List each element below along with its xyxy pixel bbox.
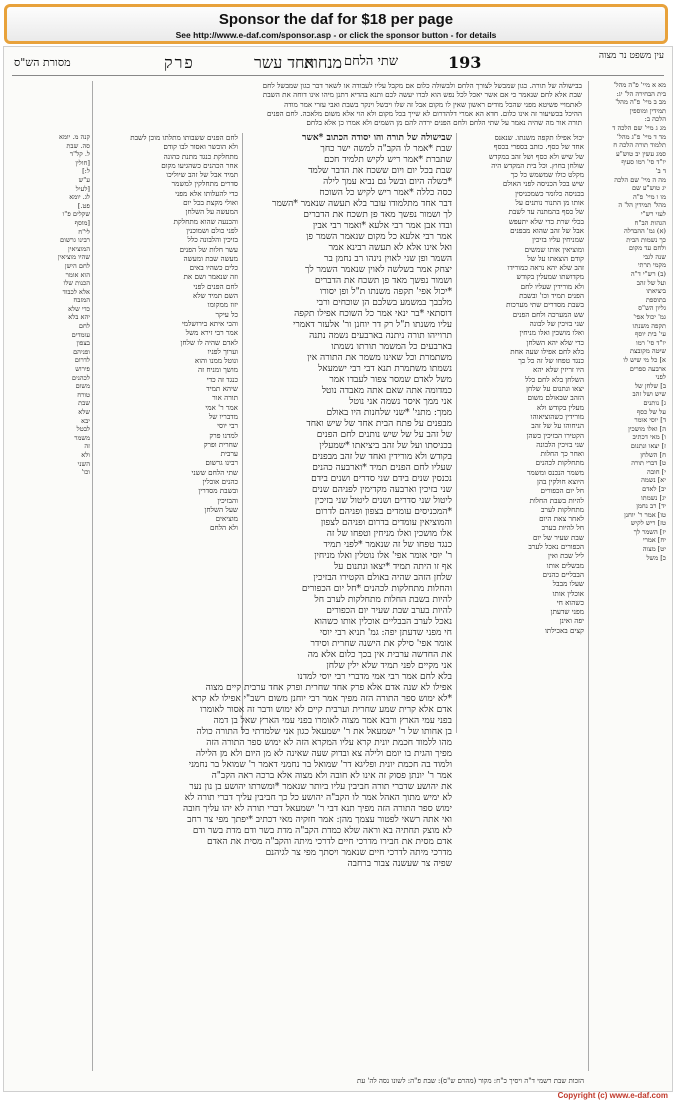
gemara-line: ואל אינו אלא לא תעשה רבינא אמר (328, 243, 452, 253)
rashi-line: מפני שדעתן (550, 607, 584, 617)
divider-right (588, 81, 589, 1071)
tosafot-line: לחם הפנים לפני (193, 281, 238, 291)
ein-mishpat-line: לפני (655, 373, 666, 382)
rashi-line: הניחוהו על של זהב (531, 421, 584, 431)
gemara-line: והמוציאין עומדים בדרום ופניהם לצפון (320, 518, 452, 528)
rashi-line: חל להיות בערב (541, 523, 584, 533)
rashi-line: יכול אפילו תקפה משנתו. שנאנס (494, 133, 584, 142)
rashi-line: מקדושתו שמעלין בקודש (516, 272, 584, 282)
rashi-line: של כסף בהמתנה עד לשבת (508, 207, 584, 217)
gemara-line: מהו ללמוד חכמת יונית קרא עליו המקרא הזה לא ימוש ספר התורה הזה (206, 738, 452, 748)
ein-mishpat-line: על של כסף (636, 407, 666, 416)
rashi-line: בכלי שרת כדי שלא יתעפש (508, 216, 584, 226)
ein-mishpat-line: מקמי תרתי (637, 261, 666, 270)
gemara-line: בקודש ולא מורידין ואחד של זהב מבפנים (312, 452, 452, 462)
talmud-page (3, 46, 673, 1092)
gemara-line: חי מפני שדעתן יפה: גמ' תניא רבי יוסי (319, 628, 452, 638)
gemara-line: אפילו לא שנה אדם אלא פרק אחד שחרית ופרק אחד ערבית קיים מצוה (205, 683, 452, 693)
tosafot-line: תורה אור (212, 393, 238, 403)
gemara-line: להיות בערב שבת שעיר יום הכפורים (326, 606, 452, 616)
gemara-line: והחלות מתחלקות לכהנים *חל יום הכפורים (301, 584, 452, 594)
rashi-line: מתחלקות לערב (540, 504, 584, 514)
tosafot-line: ולא הלחם (209, 523, 238, 533)
gemara-line: ובדו אבן אמר רבי אלעא *ואמר רבי אבין (312, 221, 452, 231)
ein-mishpat-line: סמג עשין יב טוש"ע (616, 149, 666, 158)
sponsor-subline[interactable]: See http://www.e-daf.com/sponsor.asp - or click the sponsor button - for details (175, 30, 497, 40)
gemara-line: בלא לחם אמר רבי אמי מדברי רבי יוסי למדנו (297, 672, 452, 682)
gemara-line: בן אחותו של ר' ישמעאל את ר' ישמעאל כגון אני שלמדתי כל התורה כולה (196, 727, 452, 737)
ein-mishpat-line: יו"ד סי' רמו סעיף (621, 158, 666, 167)
rashi-line: של שיש ולא כסף ושל זהב במקדש (488, 151, 584, 161)
gemara-line: משל לאדם שמסר צפור לעבדו אמר (329, 375, 452, 385)
mesoret-note-line: המזבח (73, 296, 90, 305)
tosafot-line: והכנעה שהוא מתחלקת (173, 216, 238, 226)
rashi-line: אותו מן התנור נותנים על (515, 198, 584, 208)
top-commentary-line: שבת אלא לחם שנאמר כי אם אשר יאכל לכל נפש הוא לבדו יעשה לכם ותנא בהדיא דתנן מיהו אינו דוחה את השבת (262, 90, 582, 100)
rashi-line: מורידין כשהוציאוהו (530, 411, 584, 421)
ein-mishpat-line: יא] נשמה (641, 476, 666, 485)
gemara-line: לא ימיש מתוך האהל אמר לו הקב"ה יהושע כל כך חביבין עליך דברי תורה לא (184, 793, 452, 803)
top-commentary-line: ההיכל בכשיעור זה אינו כלום. חדא הא אמרי דלהדרום לא שייך בכל מקום ולא הוי אלא משום מלאכה. לחם הפנים (267, 108, 582, 118)
mesoret-note-line: המוציאין (68, 244, 90, 253)
tosafot-line: כדי להעלותו אלא מפני (175, 188, 238, 198)
mesoret-note-line: לחם (78, 322, 90, 331)
ein-mishpat-line: יד] רב נחמן (636, 502, 666, 511)
ein-mishpat-line: (א) גמ' ההבדלה (623, 227, 666, 236)
gemara-line: *לא ימוש ספר התורה הזה מפיך אמר רבי יוחנן משום רשב"י אפילו לא קרא (191, 694, 452, 704)
sponsor-headline[interactable]: Sponsor the daf for $18 per page (218, 11, 454, 28)
tosafot-line: מוציאים (215, 514, 238, 524)
tosafot-line: כלים כשהיו באים (189, 263, 238, 273)
rashi-line: קצים באכילתו (544, 625, 584, 635)
rashi-line: ולא מורידין שעליו לחם (520, 281, 584, 291)
gemara-line: כמדומה אתה שאם אתה מאבדה נוטל (321, 386, 452, 396)
rashi-line: לאחר צאת היום (539, 514, 584, 524)
top-commentary-line: תורה אור מה שהיה נאמר על שתי הלחם ולחם הפנים ירדה להם מן השמים ולא אמרו כן אלא בלחם (306, 118, 582, 128)
tosafot-line: כנגד זה כדי (206, 374, 238, 384)
top-commentary (92, 81, 582, 129)
rashi-line: שבת שעיר של יום (532, 532, 584, 542)
ein-mishpat-line: ביציאתו (646, 287, 666, 296)
tosafot-line: ונוטל ממנו והוא (194, 356, 238, 366)
ein-mishpat-line: כ] משל (646, 553, 666, 562)
gemara-line: להיות בשבת החלות מתחלקות לערב חל (314, 595, 452, 605)
mesoret-note-line: סה. שבת (66, 141, 90, 150)
ein-mishpat-line: הלכה ב: (644, 115, 666, 124)
tosafot-line: לחם הפנים ששבותו מתלתו מוכן לשבת (130, 133, 238, 142)
gemara-line: ר' יוסי אומר אפי' אלו נוטלין ואלו מניחין (314, 551, 452, 561)
ein-mishpat-line: ד ב' (655, 166, 666, 175)
rashi-line: שני בזיכין של לבונה (529, 318, 584, 328)
gemara-line: ולמוד בה חכמת יונית ופליגא דר' שמואל בר נחמני דאמר ר' שמואל בר נחמני (188, 760, 452, 770)
rashi-line: בשבת מסדרים שתי מערכות (506, 300, 584, 310)
gemara-line: מלבבך במשמע בשלבם הן שוכחים ורבי (316, 298, 452, 308)
mesoret-note-line: יהא בלא (68, 313, 90, 322)
tosafot-line: שחרית ופרק (203, 439, 238, 449)
tosafot-line: סדרים מתחלקין למשמר (171, 179, 238, 189)
ein-mishpat-line: שיטה מקובצת (629, 347, 666, 356)
gemara-line: תרוייהו תורה ניתנה בארבעים נשמה נתנה (309, 331, 452, 341)
ein-mishpat-line: ז] יצאו ונתנום (630, 441, 666, 450)
tosafot-line: המעשה על השלחן (185, 207, 238, 217)
mesoret-hashas-column (12, 133, 90, 1063)
perek-label: פרק (164, 53, 195, 72)
chapter-title: שתי הלחם (344, 54, 399, 69)
ein-mishpat-line: תקפה משנתו (632, 321, 666, 330)
rashi-line: חל יום הכפורים (540, 486, 584, 496)
rashi-line: ומוציאין אותו שמשים (524, 244, 584, 254)
rashi-line: יפה ואינן (559, 616, 584, 626)
mesoret-note-line: [לעיל (75, 184, 90, 193)
gemara-line: אני מקיים לפני תמיד שלא ילין שלחן (326, 661, 452, 671)
tosafot-line: וערוך לפניו (207, 346, 238, 356)
tosafot-line: בזיכין והלבונה כלל (187, 235, 238, 245)
rashi-line: זהב שלא יהא נראה כמורידו (507, 263, 584, 273)
gemara-line: דבר אחד מתלמודו עובר בלא תעשה שנאמר *השמר (272, 199, 452, 209)
ein-mishpat-line: ארבעה ספרים (629, 364, 666, 373)
gemara-line: בכניסתו ועל של זהב ביציאתו *שמעלין (319, 441, 452, 451)
ein-mishpat-line: לעזי רש"י (640, 209, 666, 218)
sponsor-banner[interactable] (4, 4, 668, 44)
gemara-line: כנגד טפחו של זה שנאמר *לפני תמיד (323, 540, 452, 550)
tosafot-line: והכי איתא בירושלמי (181, 318, 238, 328)
mesoret-note-line: משום (75, 382, 90, 391)
rashi-line: מבשלים אותו (546, 560, 584, 570)
gemara-line: אדם מסית את חבירו מדרכי חיים לדרכי מיתה והקב"ה מסית את האדם (206, 837, 452, 847)
rashi-line: בלא לחם אפילו שעה אחת (510, 346, 584, 356)
ein-mishpat-line: טו] אמר ר' יוחנן (624, 510, 666, 519)
rashi-line: בכניסה כלומר כשמכניסין (515, 188, 584, 198)
ein-mishpat-line: ו] מאי דכתיב (632, 433, 666, 442)
mesoret-note-line: ל. קל"ד (69, 150, 90, 159)
tosafot-line: רבינו גרשום (205, 458, 238, 468)
mesoret-note-line: הוא אומר (65, 270, 90, 279)
mesoret-note-line: פירוש (75, 365, 90, 374)
mesoret-note-line: יבא (81, 416, 90, 425)
rashi-line: אבל של זהב שהוא מבפנים (510, 225, 584, 235)
gemara-line: משתמרת וכל שאינו משמר את התורה אין (307, 353, 452, 363)
rashi-line: הבבליים כהנים (542, 569, 584, 579)
mesoret-note-line: שהיו מוציאין (57, 253, 90, 262)
mesoret-hashas-label: מסורת הש"ס (14, 56, 71, 69)
rashi-line: שיש בכל הכניסה לפני האולם (502, 179, 584, 189)
gemara-line: ושמור נפשך מאד פן תשכח את הדברים (314, 276, 452, 286)
mesoret-note-line: לכהנים (71, 373, 90, 382)
gemara-line: שלחן הזהב שהיה באולם הקטירו הבזיכין (313, 573, 452, 583)
tractate-name: מנחות (304, 53, 343, 72)
mesoret-note-line: ל:] (82, 167, 90, 176)
gemara-line: את החדשה ערבית אין בכך כלום אלא מה (307, 650, 452, 660)
copyright-link[interactable]: Copyright (c) www.e-daf.com (557, 1091, 668, 1100)
rashi-line: מקלט כולו שמשמש כל כך (510, 170, 584, 180)
gemara-line: נאכל לערב הבבליים אוכלין אותו כשהוא (314, 617, 452, 627)
tosafot-line: כהנים אוכלין (202, 476, 238, 486)
ein-mishpat-line: ט] דברי תורה (631, 459, 666, 468)
gemara-line: אלו מושכין ואלו מניחין וטפחו של זה (326, 529, 452, 539)
gemara-line: נשמתו משתמרת תנא דבי רבי ישמעאל (318, 364, 452, 374)
ein-mishpat-column (592, 81, 666, 1061)
gemara-line: ואי אתה רשאי לפטור עצמך מהן: אמר חזקיה מאי דכתיב *יפתך מפי צר רחב (187, 815, 452, 825)
ein-mishpat-line: יב] לאדם (642, 484, 666, 493)
rashi-line: הקטירו הבזיכין כשהן (526, 430, 584, 440)
gemara-line: שבת *אמר לו הקב"ה למשה ישר כחך (320, 144, 452, 154)
rashi-line: מתחלקות לכהנים (535, 458, 584, 468)
tosafot-line: מתחלקת כנגד מתנת כהונה (163, 151, 238, 161)
ein-mishpat-line: יו"ד סי' רמו (636, 338, 666, 347)
ein-mishpat-line: (ב) רש"י ד"ה (630, 270, 666, 279)
gemara-line: בפני עמי הארץ ורבא אמר מצוה לאומרו בפני עמי הארץ שאל בן דמה (213, 716, 452, 726)
tosafot-line: שיהא תמיד (206, 384, 238, 394)
mesoret-note-line: לחם הישן (64, 261, 90, 270)
ein-mishpat-line: ה] ואלו מושכין (628, 424, 666, 433)
rashi-line: הפנים תמיד וכו' ובשבת (519, 291, 584, 301)
mesoret-note-line: ולא (81, 450, 90, 459)
gemara-line: אף זו היתה תמיד *יצאו ונתנום על (334, 562, 452, 572)
gemara-line: עליו משנתו ת"ל רק דר יוחנן ור' אלעזר דאמרי (293, 320, 452, 330)
gemara-line: מבפנים על פתח הבית אחד של שיש ואחד (306, 419, 452, 429)
mesoret-note-line: לדרום (74, 356, 90, 365)
mesoret-note-line: פט.] (77, 201, 90, 210)
ein-mishpat-line: כך נשמות הבית (626, 235, 666, 244)
mesoret-note-line: ופניהם (73, 347, 90, 356)
rashi-line: כדי שלא יהא השלחן (526, 337, 584, 347)
footer-reference-row: הזכות שבת רשמי ד"ה ויסיך כ"ח: מקור (מהרם ש"ס): שבת פ"ה: לשונו נסה לה' עת (356, 1077, 584, 1085)
header-rule (12, 75, 664, 76)
ein-mishpat-line: עי' בית יוסף (635, 330, 666, 339)
ein-mishpat-line: מו ו מיי' פ"ה (632, 192, 666, 201)
tosafot-column (96, 133, 238, 1063)
mesoret-note-line: וכו' (81, 468, 90, 477)
gemara-line: שבת בכל יום ויום ששכח את הדבר שלמד (308, 166, 452, 176)
tosafot-line: לפני כולם ושמוכנין (186, 225, 238, 235)
gemara-line: אדם אלא קרית שמע שחרית וערבית קיים לא ימוש ודבר זה אסור לאומרו (200, 705, 452, 715)
rashi-column (460, 133, 584, 1063)
tosafot-line: שתי הלחם ששני (191, 467, 238, 477)
ein-mishpat-line: גליון הש"ס (638, 304, 666, 313)
tosafot-line: אמר רבי זירא משל (185, 328, 238, 338)
ein-mishpat-line: מג ג מיי' שם הלכה ד (612, 123, 666, 132)
ein-mishpat-line: ד] יוסי אומר (634, 416, 666, 425)
ein-mishpat-line: גמ' יכול אפי' (633, 313, 666, 322)
gemara-line: אמר ר' יונתן פסוק זה אינו לא חובה ולא מצוה אלא ברכה ראה הקב"ה (211, 771, 452, 781)
gemara-line: כסה כללה *אמר ריש לקיש כל השוכח (319, 188, 452, 198)
rashi-line: כשהוא חי (556, 597, 584, 607)
ein-mishpat-line: הגהות הב"ח (634, 218, 666, 227)
ein-mishpat-line: בית הבחירה הל' יג: (616, 89, 666, 98)
ein-mishpat-line: מד ד מיי' פ"ג מהל' (616, 132, 666, 141)
ein-mishpat-line: ועל של זהב (636, 278, 666, 287)
mesoret-note-line: השני (77, 459, 90, 468)
mesoret-note-line: [חולין (75, 158, 90, 167)
rashi-line: כנגד טפחו של זה כל כך (518, 356, 584, 366)
mesoret-note-line: שקלים פ"ו (62, 210, 90, 219)
mesoret-note-line: [מוסף (74, 218, 90, 227)
gemara-line: יצחק אמר בשלשה לאוין שנאמר השמר לך (305, 265, 452, 275)
mesoret-note-line: זה (84, 442, 90, 451)
mesoret-note-line: כדי שלא (68, 304, 90, 313)
rashi-line: השלחן בלא לחם כלל (524, 374, 584, 384)
rashi-line: ליל שבת ואין (548, 551, 584, 561)
divider-tosafot (242, 133, 243, 733)
gemara-line: שפיה צר שעשנה צבור ברחבה (347, 859, 452, 869)
tosafot-line: וזה שנאמר ושם את (183, 272, 238, 282)
tosafot-line: והבזיכין (217, 495, 238, 505)
divider-left (92, 81, 93, 1071)
gemara-line: *המכניסים עומדים בצפון ופניהם לדרום (315, 507, 452, 517)
gemara-line: בארבעים כל המשמר תורתו נשמתו (331, 342, 452, 352)
divider-rashi (456, 133, 457, 733)
ein-mishpat-line: תמידין ומוספין (629, 106, 666, 115)
ein-mishpat-line: יח] אמרי (642, 536, 666, 545)
ein-mishpat-line: מהל' תמידין הל' ה (618, 201, 666, 210)
ein-mishpat-line: שנה לגבי (643, 252, 666, 261)
tosafot-line: מושך ומניח זה (197, 365, 238, 375)
rashi-line: שש המערכה ולחם הפנים (512, 309, 584, 319)
tosafot-line: תמיד אבל של זהב שיוליכו (166, 170, 238, 180)
gemara-line: אני ממך איסר נשמה אני נוטל (349, 397, 452, 407)
rashi-line: היוצא חולקין בהן (537, 476, 584, 486)
ein-mishpat-line: מה ה מיי' שם הלכה (614, 175, 666, 184)
ein-mishpat-line: ב] שלחן של (634, 381, 666, 390)
rashi-line: הזהב שבאולם משום (527, 393, 584, 403)
ein-mishpat-label: עין משפט נר מצוה (598, 51, 664, 61)
mesoret-note-line: לי"ח (78, 227, 90, 236)
ein-mishpat-line: מב ב מיי' פ"ה מהל' (615, 98, 666, 107)
mesoret-note-line: בצפון (76, 339, 90, 348)
tosafot-line: שעל השלחן (204, 504, 238, 514)
gemara-line: אמר רבי אלעא כל מקום שנאמר השמר פן (306, 232, 452, 242)
tosafot-line: לאדם שהיה לו שלחן (180, 337, 238, 347)
tosafot-line: אמר ר' אמי (205, 402, 238, 412)
rashi-line: מעלין בקודש ולא (536, 402, 584, 412)
rashi-line: ואלו מושכין ואלו מניחין (519, 328, 584, 338)
ein-mishpat-line: תלמוד תורה הלכה ח (613, 141, 666, 150)
gemara-line: שני בזיכין וארבעה מקדימין לפניהם שנים (311, 485, 452, 495)
mesoret-note-line: רבינו גרשום (60, 236, 90, 245)
top-commentary-line: לאתמויי פשיטא מפני שהכל מודים ראשון שאין לו מקום אבל זה שלו ויבשל וינקר בשבת ואבי עזרי אמר מודה (284, 99, 582, 109)
gemara-line: של זהב על של שיש נותנים לחם הפנים (316, 430, 452, 440)
mesoret-note-line: עומדים (71, 330, 90, 339)
rashi-line: קודם הוצאתו על של (527, 253, 584, 263)
ein-mishpat-line: ולחם עד מקום (628, 244, 666, 253)
tosafot-line: ואולי מקצת בכל יום (183, 198, 238, 208)
mesoret-note-line: ע"ש (78, 175, 90, 184)
gemara-line: שעליו לחם הפנים תמיד *וארבעה כהנים (312, 463, 452, 473)
gemara-line: דוסתאי *בר ינאי אמר כל השוכח אפילו תקפה (294, 309, 452, 319)
tosafot-line: למדנו פרק (209, 430, 238, 440)
tosafot-line: ערבית (220, 449, 238, 459)
mesoret-note-line: שלא (78, 408, 90, 416)
rashi-line: אחד של כסף. כותב בספרי בכסף (493, 142, 584, 152)
tosafot-line: יזוז ממקומו (207, 300, 238, 310)
mesoret-note-line: אלא לכבוד (62, 287, 90, 296)
rashi-line: משמר הנכנס ומשמר (526, 467, 584, 477)
ein-mishpat-line: שיש ושל זהב (632, 390, 666, 399)
gemara-line: ליטול שני סדרים ושנים ליטול שני בזיכין (314, 496, 452, 506)
ein-mishpat-line: י] חובה (647, 467, 666, 476)
rashi-line: שעלו מבבל (552, 579, 584, 589)
gemara-line: ממך: מתני' *שני שלחנות היו באולם (326, 408, 452, 418)
gemara-line: מפיך והגית בו יומם ולילה צא ובדוק שעה שאינה לא מן היום ולא מן הלילה (195, 749, 452, 759)
rashi-line: להיות בשבת החלות (529, 495, 584, 505)
gemara-line: ימוש ספר התורה הזה מפיך תנא דבי ר' ישמעאל דברי תורה לא יהו עליך חובה (183, 804, 452, 814)
gemara-line: לך ושמור נפשך מאד פן תשכח את הדברים (303, 210, 452, 220)
ein-mishpat-line: בתוספת (645, 295, 666, 304)
rashi-line: אוכלין אותו (552, 588, 584, 598)
page-number: 193 (448, 53, 482, 72)
ein-mishpat-line: יג טוש"ע שם (632, 184, 666, 193)
rashi-line: שמניחין עליו בזיכין (532, 235, 584, 245)
gemara-line: נכנסין שנים בידם שני סדרים ושנים בידם (311, 474, 452, 484)
rashi-line: ואחר כך החלות (540, 449, 584, 459)
mesoret-note-line: לבטל (76, 425, 90, 434)
ein-mishpat-line: טז] ריש לקיש (630, 519, 666, 528)
ein-mishpat-line: יג] נשמתו (640, 493, 666, 502)
gemara-line: מדרכי מיתה לדרכי חיים שנאמר ויסתך מפי צר לגיהנם (265, 848, 452, 858)
ein-mishpat-line: ג] נותנים (643, 398, 666, 407)
rashi-line: שולחן בחוץ. וכל בית המקדש היה (491, 160, 584, 170)
gemara-line: *כשלה היום ובשל גם נביא עמך לילה (323, 177, 452, 187)
rashi-line: היו זריזין שלא יהא (533, 365, 584, 375)
ein-mishpat-line: א] כל מי שיש לו (623, 356, 666, 364)
ein-mishpat-line: יט] מצוה (642, 545, 666, 554)
mesoret-note-line: שבת (78, 399, 90, 408)
gemara-line: לא מוצק תחתיה בא וראה שלא כמדת הקב"ה מדת בשר ודם מדת בשר ודם (192, 826, 452, 836)
tosafot-line: רבי יוסי (217, 421, 238, 431)
mesoret-note-line: קנה מ. יומא (59, 133, 90, 141)
ein-mishpat-line: מא א מיי' פ"ה מהל' (613, 81, 666, 89)
rashi-line: יצאו ונתנום על שלחן (526, 384, 584, 394)
gemara-line: *יכול אפי' תקפה משנתו ת"ל ופן יסורו (319, 287, 452, 297)
tosafot-line: השם תמיד שלא (192, 291, 238, 301)
tosafot-line: עשר חלות של הפנים (179, 244, 238, 254)
ein-mishpat-line: יז] השמר לך (633, 527, 666, 536)
gemara-line: שתברת *אמר ריש לקיש תלמיד חכם (323, 155, 452, 165)
mesoret-note-line: משמר (74, 433, 90, 442)
tosafot-line: מעשה שבת ומעשה (183, 253, 238, 263)
mesoret-note-line: לג. יומא (69, 193, 90, 202)
gemara-line: שבישולה של תורה והו יסודה הכתוב *אשר (302, 133, 452, 143)
gemara-line: אומר אפי' סילק את הישנה שחרית וסידר (310, 639, 452, 649)
top-commentary-line: בבישולה של תורה. כגון שמבשל לצורך הלחם ולבשולה כלום אם מקבל עליו לעבודה או לשאר דבר כגון שמבשל לחם (262, 81, 582, 90)
tosafot-line: ובשבת מסדרין (198, 486, 238, 496)
tosafot-line: ולא הוכשר ואסור לבו קודם (163, 142, 238, 152)
gemara-line: את יהושע שדברי תורה חביבין עליו ביותר שנאמר *ומשרתו יהושע בן נון נער (189, 782, 452, 792)
mesoret-note-line: טורח (77, 390, 90, 399)
gemara-line: השמר ופן שני לאוין נינהו רב נחמן בר (324, 254, 452, 264)
tosafot-line: מדבריו של (208, 411, 238, 421)
tosafot-line: אחר הכהנים כשהגיעו מקום (161, 160, 238, 170)
chapter-number: אחד עשר (254, 53, 315, 72)
rashi-line: שני בזיכין הלבונה (536, 439, 584, 449)
ein-mishpat-line: ח] השלחן (640, 450, 666, 459)
rashi-line: הכפורים נאכל לערב (528, 542, 584, 552)
tosafot-line: כל עיקר (215, 309, 238, 319)
mesoret-note-line: הכנות שלו (63, 279, 90, 288)
